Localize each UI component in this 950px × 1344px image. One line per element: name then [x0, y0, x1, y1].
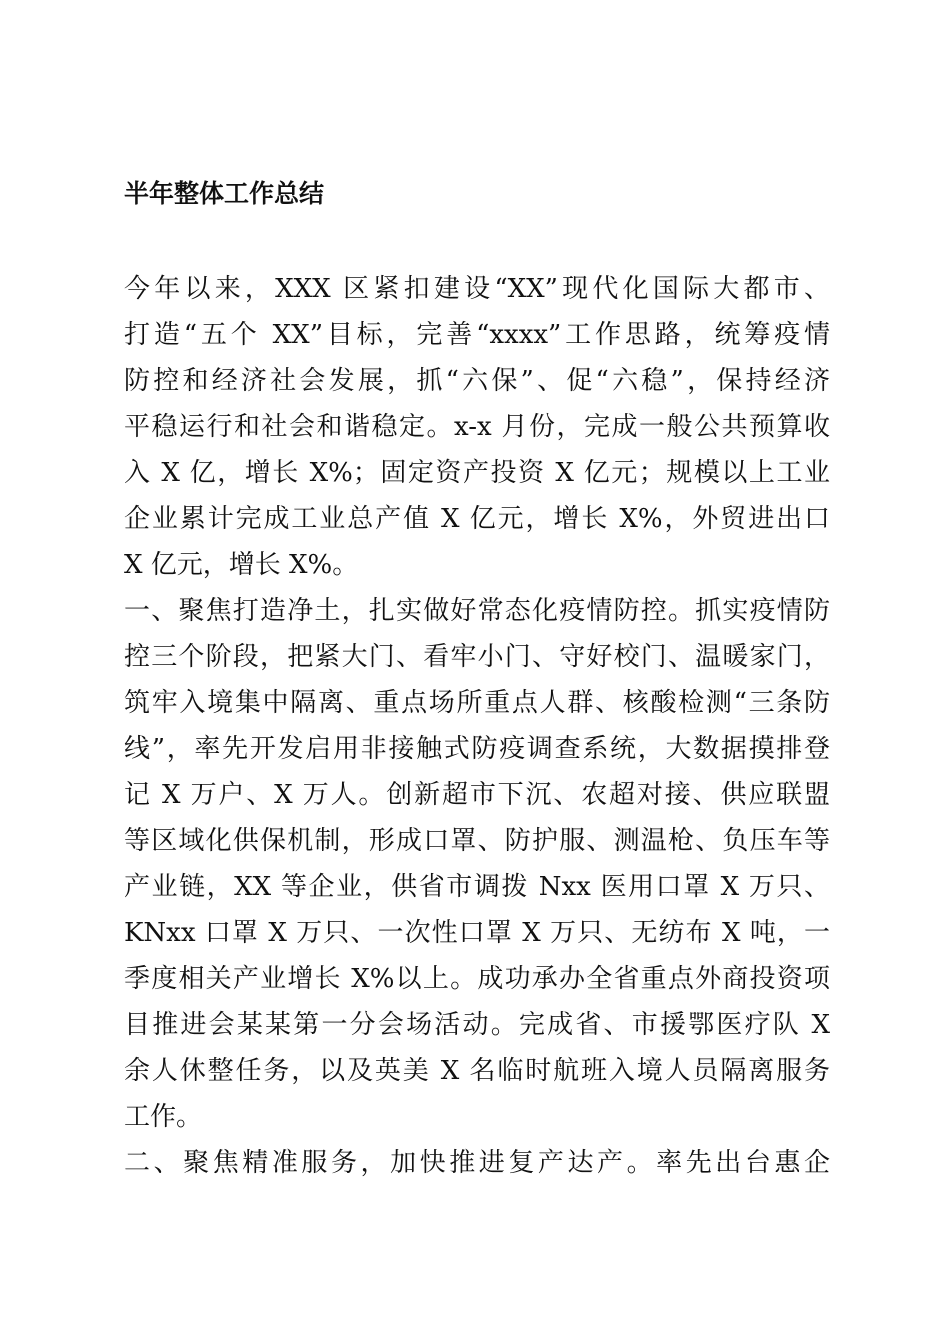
body-text-line: X 亿元，增长 X%。	[124, 550, 359, 580]
body-text-line: KNxx 口罩 X 万只、一次性口罩 X 万只、无纺布 X 吨，一	[124, 918, 830, 948]
body-text-line: 入 X 亿，增长 X%；固定资产投资 X 亿元；规模以上工业	[124, 458, 830, 488]
body-text-line: 打造“五个 XX”目标，完善“xxxx”工作思路，统筹疫情	[124, 320, 830, 350]
body-text-line: 记 X 万户、X 万人。创新超市下沉、农超对接、供应联盟	[124, 780, 830, 810]
body-text-line: 筑牢入境集中隔离、重点场所重点人群、核酸检测“三条防	[124, 688, 830, 718]
body-text-line: 余人休整任务，以及英美 X 名临时航班入境人员隔离服务	[124, 1056, 830, 1086]
body-text-line: 一、聚焦打造净土，扎实做好常态化疫情防控。抓实疫情防	[124, 596, 830, 626]
body-text-line: 今年以来，XXX 区紧扣建设“XX”现代化国际大都市、	[124, 274, 830, 304]
body-text-line: 防控和经济社会发展，抓“六保”、促“六稳”，保持经济	[124, 366, 830, 396]
body-text-line: 工作。	[124, 1102, 203, 1132]
body-text-line: 目推进会某某第一分会场活动。完成省、市援鄂医疗队 X	[124, 1010, 830, 1040]
body-text-line: 二、聚焦精准服务，加快推进复产达产。率先出台惠企	[124, 1148, 830, 1178]
document-body	[124, 266, 830, 1186]
document-title: 半年整体工作总结	[124, 179, 325, 208]
body-text-line: 季度相关产业增长 X%以上。成功承办全省重点外商投资项	[124, 964, 830, 994]
body-text-line: 产业链，XX 等企业，供省市调拨 Nxx 医用口罩 X 万只、	[124, 872, 830, 902]
body-text-line: 控三个阶段，把紧大门、看牢小门、守好校门、温暖家门，	[124, 642, 830, 672]
body-text-line: 企业累计完成工业总产值 X 亿元，增长 X%，外贸进出口	[124, 504, 830, 534]
body-text-line: 等区域化供保机制，形成口罩、防护服、测温枪、负压车等	[124, 826, 830, 856]
body-text-line: 线”，率先开发启用非接触式防疫调查系统，大数据摸排登	[124, 734, 830, 764]
body-text-line: 平稳运行和社会和谐稳定。x-x 月份，完成一般公共预算收	[124, 412, 830, 442]
